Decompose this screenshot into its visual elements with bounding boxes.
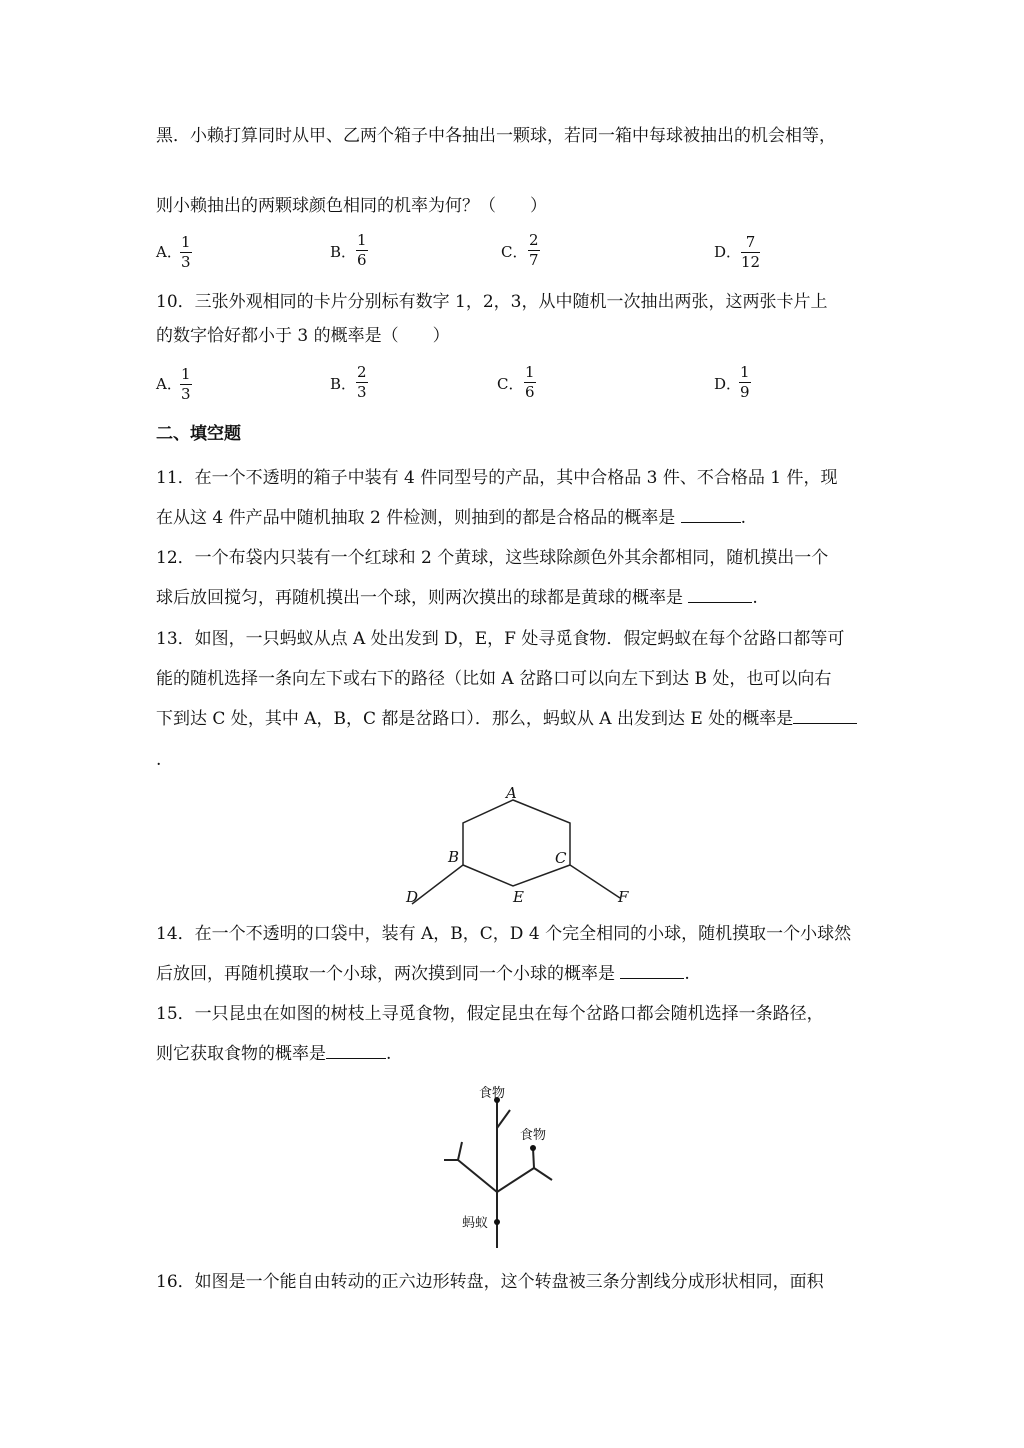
denominator: 6 — [525, 383, 535, 401]
q9-line1: 黑．小赖打算同时从甲、乙两个箱子中各抽出一颗球，若同一箱中每球被抽出的机会相等， — [156, 126, 836, 146]
q11-line1: 11．在一个不透明的箱子中装有 4 件同型号的产品，其中合格品 3 件、不合格品 1 件，现 — [156, 468, 838, 488]
q10-option-b-fraction — [356, 364, 368, 401]
q9-option-c-fraction — [528, 232, 540, 269]
answer-blank[interactable] — [620, 964, 684, 979]
q13-line1: 13．如图，一只蚂蚁从点 A 处出发到 D，E，F 处寻觅食物．假定蚂蚁在每个岔路口都等可 — [156, 629, 845, 649]
numerator: 2 — [529, 231, 539, 249]
food-node-right — [530, 1145, 536, 1151]
denominator: 7 — [529, 251, 539, 269]
lower-path — [463, 865, 570, 886]
label-b: B — [448, 848, 460, 866]
answer-blank[interactable] — [688, 588, 752, 603]
branch-right — [497, 1168, 534, 1192]
q9-option-d-fraction — [741, 234, 760, 271]
label-c: C — [555, 849, 567, 867]
numerator: 2 — [357, 363, 367, 381]
branch-left — [458, 1160, 497, 1192]
numerator: 1 — [740, 363, 750, 381]
q9-option-a-fraction — [180, 234, 192, 271]
period: . — [752, 588, 758, 608]
q12-line1: 12．一个布袋内只装有一个红球和 2 个黄球，这些球除颜色外其余都相同，随机摸出一个 — [156, 548, 829, 568]
denominator: 9 — [740, 383, 750, 401]
label-d: D — [406, 888, 419, 906]
answer-blank[interactable] — [326, 1044, 386, 1059]
ant-node — [494, 1219, 500, 1225]
q10-option-c-fraction — [524, 364, 536, 401]
twig-right-up — [533, 1148, 534, 1168]
label-e: E — [513, 888, 524, 906]
q14-line1: 14．在一个不透明的口袋中，装有 A，B，C，D 4 个完全相同的小球，随机摸取一个小球然 — [156, 924, 852, 944]
option-label: A． — [156, 243, 182, 261]
numerator: 1 — [181, 365, 191, 383]
q10-option-a-fraction — [180, 366, 192, 403]
answer-blank[interactable] — [793, 709, 857, 724]
q13-line3 — [156, 707, 857, 731]
option-label: C． — [501, 243, 528, 261]
q10-line1: 10．三张外观相同的卡片分别标有数字 1，2，3，从中随机一次抽出两张，这两张卡片上 — [156, 292, 828, 312]
food-label-right: 食物 — [520, 1128, 547, 1143]
q14-text: 后放回，再随机摸取一个小球，两次摸到同一个小球的概率是 — [156, 964, 615, 984]
q13-path-figure — [400, 780, 640, 910]
ant-label: 蚂蚁 — [462, 1216, 489, 1231]
q15-line1: 15．一只昆虫在如图的树枝上寻觅食物，假定昆虫在每个岔路口都会随机选择一条路径， — [156, 1004, 824, 1024]
q15-text: 则它获取食物的概率是 — [156, 1044, 326, 1064]
branch-upper-right — [497, 1110, 510, 1128]
q12-line2 — [156, 586, 758, 610]
twig-right-down — [534, 1168, 552, 1180]
option-label: B． — [330, 243, 357, 261]
denominator: 3 — [181, 253, 191, 271]
numerator: 7 — [745, 233, 756, 251]
option-label: D． — [714, 243, 742, 261]
numerator: 1 — [525, 363, 535, 381]
option-label: D． — [714, 375, 742, 393]
q14-line2 — [156, 962, 690, 986]
denominator: 6 — [357, 251, 367, 269]
q13-end: . — [156, 750, 162, 770]
q13-line2: 能的随机选择一条向左下或右下的路径（比如 A 岔路口可以向左下到达 B 处，也可以向右 — [156, 669, 832, 689]
period: . — [386, 1044, 392, 1064]
q15-tree-figure — [440, 1080, 560, 1250]
answer-blank[interactable] — [681, 508, 741, 523]
period: . — [740, 508, 747, 528]
q13-text: 下到达 C 处，其中 A，B，C 都是岔路口）．那么，蚂蚁从 A 出发到达 E 处的概率是 — [156, 709, 794, 729]
numerator: 1 — [181, 233, 191, 251]
q10-line2: 的数字恰好都小于 3 的概率是（ ） — [156, 326, 450, 346]
q12-text: 球后放回搅匀，再随机摸出一个球，则两次摸出的球都是黄球的概率是 — [156, 588, 683, 608]
option-label: A． — [156, 375, 182, 393]
food-label-top: 食物 — [479, 1086, 506, 1101]
q11-text: 在从这 4 件产品中随机抽取 2 件检测，则抽到的都是合格品的概率是 — [156, 508, 676, 528]
q9-line2: 则小赖抽出的两颗球颜色相同的机率为何？（ ） — [156, 196, 547, 216]
option-label: B． — [330, 375, 357, 393]
q16-line1: 16．如图是一个能自由转动的正六边形转盘，这个转盘被三条分割线分成形状相同，面积 — [156, 1272, 824, 1292]
numerator: 1 — [357, 231, 367, 249]
q10-option-d-fraction — [739, 364, 751, 401]
q11-line2 — [156, 506, 746, 530]
q15-line2 — [156, 1042, 391, 1066]
denominator: 3 — [357, 383, 367, 401]
denominator: 3 — [181, 385, 191, 403]
label-a: A — [506, 784, 517, 802]
period: . — [684, 964, 690, 984]
label-f: F — [618, 888, 629, 906]
denominator: 12 — [741, 253, 761, 271]
section-heading: 二、填空题 — [156, 424, 241, 444]
q9-option-b-fraction — [356, 232, 368, 269]
option-label: C． — [497, 375, 524, 393]
twig-left-b — [458, 1142, 462, 1160]
